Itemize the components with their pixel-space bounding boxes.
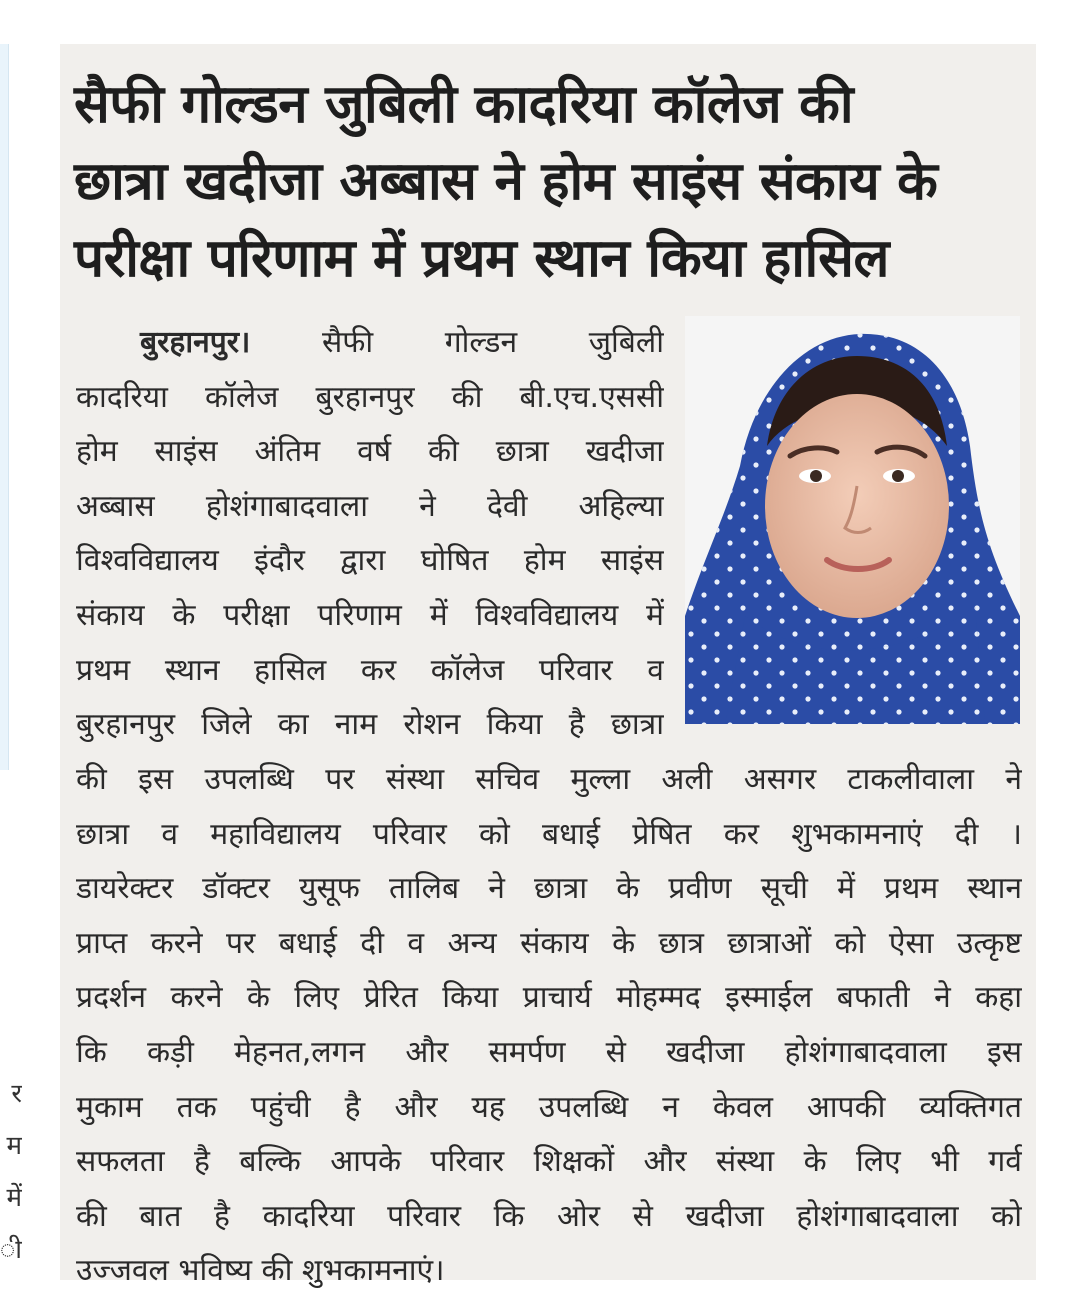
first-line-rest: सैफी गोल्डन जुबिली	[322, 325, 664, 360]
dateline: बुरहानपुर।	[140, 325, 251, 360]
adjacent-column-edge	[0, 44, 9, 770]
student-photo	[685, 316, 1020, 724]
body-line: सफलता है बल्कि आपके परिवार शिक्षकों और संस्था के लिए भी गर्व	[76, 1144, 1022, 1180]
body-line: विश्वविद्यालय इंदौर द्वारा घोषित होम साइंस	[76, 543, 664, 579]
body-line: उज्जवल भविष्य की शुभकामनाएं।	[76, 1253, 445, 1289]
body-line: डायरेक्टर डॉक्टर युसूफ तालिब ने छात्रा के प्रवीण सूची में प्रथम स्थान	[76, 871, 1022, 907]
body-line: प्राप्त करने पर बधाई दी व अन्य संकाय के छात्र छात्राओं को ऐसा उत्कृष्ट	[76, 925, 1022, 961]
article-body-wide	[76, 753, 1022, 1299]
body-line: संकाय के परीक्षा परिणाम में विश्वविद्यालय में	[76, 597, 664, 633]
body-line: कादरिया कॉलेज बुरहानपुर की बी.एच.एससी	[76, 379, 664, 415]
headline-line: सैफी गोल्डन जुबिली कादरिया कॉलेज की	[74, 74, 854, 135]
headline-line: छात्रा खदीजा अब्बास ने होम साइंस संकाय के	[74, 151, 938, 212]
previous-column-fragment: ी	[0, 1235, 22, 1265]
body-line: छात्रा व महाविद्यालय परिवार को बधाई प्रेषित कर शुभकामनाएं दी ।	[76, 816, 1022, 852]
body-line: बुरहानपुर जिले का नाम रोशन किया है छात्रा	[76, 707, 664, 743]
previous-column-fragment: र	[11, 1079, 22, 1109]
body-line: प्रदर्शन करने के लिए प्रेरित किया प्राचार्य मोहम्मद इस्माईल बफाती ने कहा	[76, 980, 1022, 1016]
body-line: मुकाम तक पहुंची है और यह उपलब्धि न केवल आपकी व्यक्तिगत	[76, 1089, 1022, 1125]
body-line: अब्बास होशंगाबादवाला ने देवी अहिल्या	[76, 488, 664, 524]
previous-column-fragments	[0, 1068, 22, 1276]
article-first-line	[76, 316, 664, 371]
top-strip	[0, 0, 1078, 45]
article-headline	[74, 66, 1024, 297]
body-line: की इस उपलब्धि पर संस्था सचिव मुल्ला अली असगर टाकलीवाला ने	[76, 762, 1022, 797]
right-margin	[1036, 44, 1078, 1280]
headline-line: परीक्षा परिणाम में प्रथम स्थान किया हासिल	[74, 228, 889, 289]
previous-column-fragment: में	[6, 1183, 22, 1213]
previous-column-fragment: म	[6, 1131, 22, 1161]
body-line: होम साइंस अंतिम वर्ष की छात्रा खदीजा	[76, 434, 664, 470]
body-line: की बात है कादरिया परिवार कि ओर से खदीजा होशंगाबादवाला को	[76, 1198, 1022, 1234]
body-line: कि कड़ी मेहनत,लगन और समर्पण से खदीजा होशंगाबादवाला इस	[76, 1034, 1022, 1070]
body-line: प्रथम स्थान हासिल कर कॉलेज परिवार व	[76, 652, 664, 688]
article-body-narrow	[76, 316, 664, 753]
